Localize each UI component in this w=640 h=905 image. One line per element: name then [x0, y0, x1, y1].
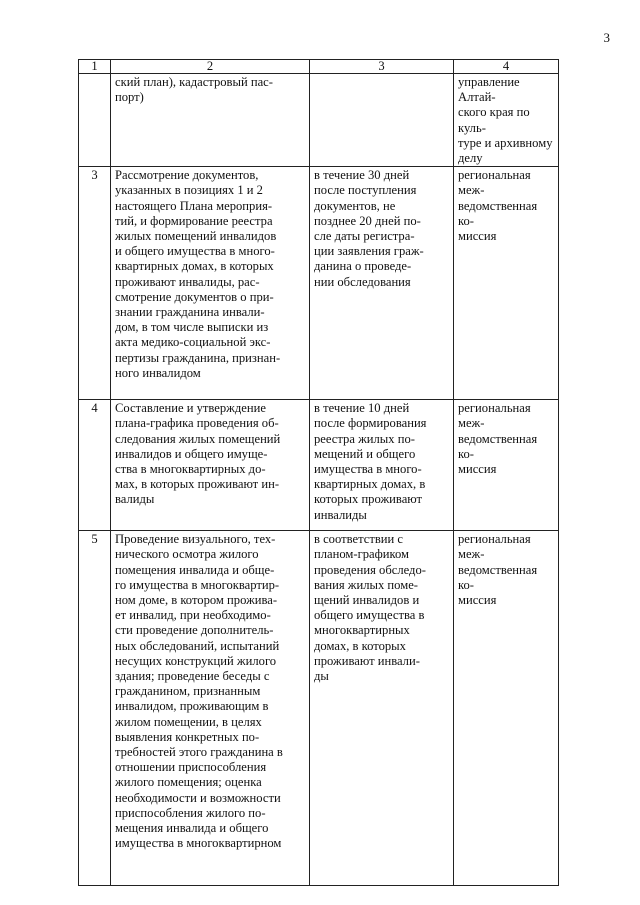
table-row [79, 531, 559, 886]
header-cell-4: 4 [454, 60, 559, 74]
measures-plan-table [78, 59, 559, 886]
responsible-cell: региональная меж- ведомственная ко- миссия [454, 531, 559, 886]
action-cell: Проведение визуального, тех- нического осмотра жилого помещения инвалида и обще- го имущества в многоквартир- ном доме, в котором прожива- ет инвалид, при необходимо- сти проведение дополнитель- ных обследований, испытаний несущих конструкций жилого здания; проведение беседы с гражданином, признанным инвалидом, проживающим в жилом помещении, в целях выявления конкретных по- требностей этого гражданина в отношении приспособления жилого помещения; оценка необходимости и возможности приспособления жилого по- мещения инвалида и общего имущества в многоквартирном [111, 531, 310, 886]
table-header-row [79, 60, 559, 74]
action-cell: Составление и утверждение плана-графика проведения об- следования жилых помещений инвалидов и общего имуще- ства в многоквартирных до- мах, в которых проживают ин- валиды [111, 400, 310, 531]
responsible-cell: региональная меж- ведомственная ко- миссия [454, 400, 559, 531]
term-cell: в соответствии с планом-графиком проведения обследо- вания жилых поме- щений инвалидов и общего имущества в многоквартирных домах, в которых проживают инвали- ды [310, 531, 454, 886]
responsible-cell: управление Алтай- ского края по куль- туре и архивному делу [454, 74, 559, 167]
table-row [79, 400, 559, 531]
row-number [79, 74, 111, 167]
header-cell-3: 3 [310, 60, 454, 74]
row-number: 4 [79, 400, 111, 531]
term-cell: в течение 30 дней после поступления документов, не позднее 20 дней по- сле даты регистра- ции заявления граж- данина о проведе- нии обследования [310, 167, 454, 400]
responsible-cell: региональная меж- ведомственная ко- миссия [454, 167, 559, 400]
action-cell: Рассмотрение документов, указанных в позициях 1 и 2 настоящего Плана мероприя- тий, и формирование реестра жилых помещений инвалидов и общего имущества в много- квартирных домах, в которых проживают инвалиды, рас- смотрение документов о при- знании гражданина инвали- дом, в том числе выписки из акта медико-социальной экс- пертизы гражданина, признан- ного инвалидом [111, 167, 310, 400]
table-row [79, 167, 559, 400]
term-cell: в течение 10 дней после формирования реестра жилых по- мещений и общего имущества в много- квартирных домах, в которых проживают инвалиды [310, 400, 454, 531]
action-cell: ский план), кадастровый пас- порт) [111, 74, 310, 167]
table-row [79, 74, 559, 167]
header-cell-2: 2 [111, 60, 310, 74]
header-cell-1: 1 [79, 60, 111, 74]
row-number: 3 [79, 167, 111, 400]
term-cell [310, 74, 454, 167]
page-number: 3 [603, 30, 610, 45]
row-number: 5 [79, 531, 111, 886]
